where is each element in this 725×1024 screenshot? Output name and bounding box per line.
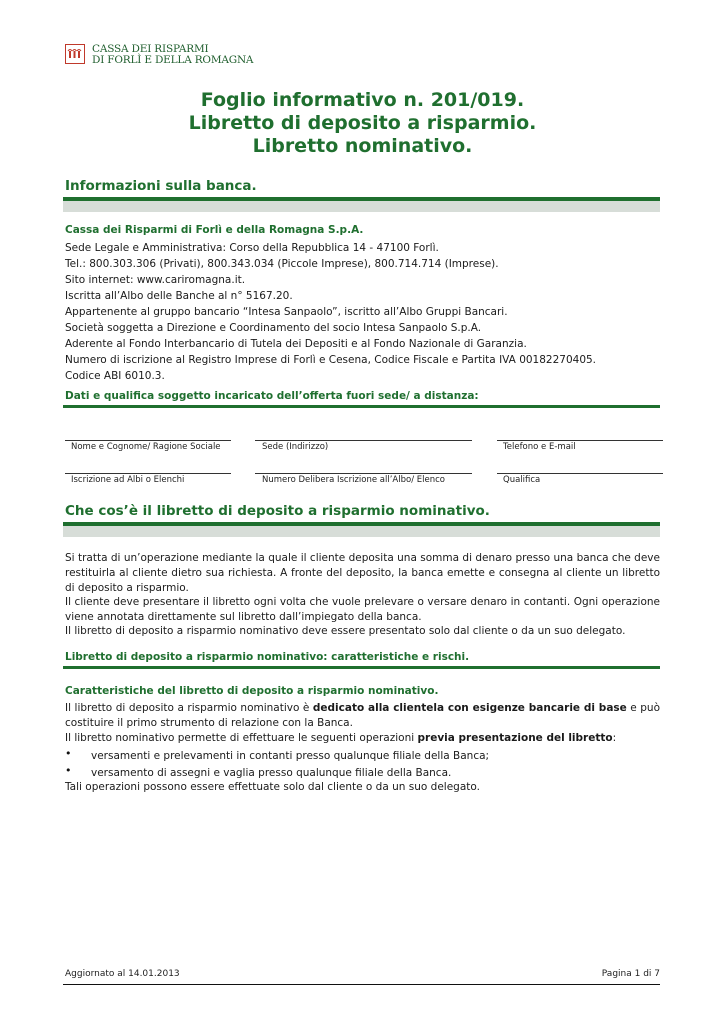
section-divider-band [63,526,660,537]
document-title-line1: Foglio informativo n. 201/019. [200,89,525,111]
paragraph: Si tratta di un’operazione mediante la quale il cliente deposita una somma di denaro presso una banca che deve restituirla al cliente dietro sua richiesta. A fronte del deposito, la banca emette e consegna al cliente un libretto di deposito a risparmio. [65,552,660,594]
bank-logo-icon [65,44,85,64]
qualification-field[interactable] [497,473,663,474]
name-field-label: Nome e Cognome/ Ragione Sociale [71,442,221,452]
document-title-line2: Libretto di deposito a risparmio. [188,112,537,134]
section-heading-bank-info: Informazioni sulla banca. [65,178,257,194]
paragraph [65,701,660,731]
phone-email-field-label: Telefono e E-mail [503,442,576,452]
list-item: versamento di assegni e vaglia presso qualunque filiale della Banca. [91,767,452,779]
subheading-features: Caratteristiche del libretto di deposito a risparmio nominativo. [65,685,439,697]
text-run-bold: dedicato alla clientela con esigenze bancarie di base [312,702,627,714]
list-item: versamenti e prelevamenti in contanti presso qualunque filiale della Banca; [91,750,490,762]
section-divider [63,666,660,669]
bank-info-line: Società soggetta a Direzione e Coordinamento del socio Intesa Sanpaolo S.p.A. [65,322,482,334]
text-run-bold: previa presentazione del libretto [417,732,613,744]
address-field[interactable] [255,440,472,441]
resolution-number-field[interactable] [255,473,472,474]
resolution-number-field-label: Numero Delibera Iscrizione all’Albo/ Elenco [262,475,445,485]
footer-updated: Aggiornato al 14.01.2013 [65,969,180,979]
bank-info-line: Numero di iscrizione al Registro Imprese di Forlì e Cesena, Codice Fiscale e Partita IVA 00182270405. [65,354,597,366]
bank-info-line: Codice ABI 6010.3. [65,370,165,382]
bank-info-line: Sito internet: www.cariromagna.it. [65,274,246,286]
document-title-line3: Libretto nominativo. [252,135,473,157]
paragraph [65,731,660,746]
footer-divider [63,984,660,985]
bullet-icon: • [65,747,72,760]
text-run: Il libretto nominativo permette di effettuare le seguenti operazioni [65,732,418,744]
bank-info-line: Iscritta all’Albo delle Banche al n° 5167.20. [65,290,293,302]
footer-page-number: Pagina 1 di 7 [601,969,660,979]
qualification-field-label: Qualifica [503,475,541,485]
logo-text-line2: DI FORLÌ E DELLA ROMAGNA [92,54,254,66]
registration-field[interactable] [65,473,231,474]
text-run: Il libretto di deposito a risparmio nominativo è [65,702,313,714]
bank-info-line: Tel.: 800.303.306 (Privati), 800.343.034 (Piccole Imprese), 800.714.714 (Imprese). [65,258,499,270]
section-heading-features: Libretto di deposito a risparmio nominativo: caratteristiche e rischi. [65,651,470,663]
section-heading-agent: Dati e qualifica soggetto incaricato dell’offerta fuori sede/ a distanza: [65,390,479,402]
phone-email-field[interactable] [497,440,663,441]
logo-text-line1: CASSA DEI RISPARMI [92,43,209,55]
bank-info-line: Aderente al Fondo Interbancario di Tutela dei Depositi e al Fondo Nazionale di Garanzia. [65,338,527,350]
section-divider [63,405,660,408]
section-divider-band [63,201,660,212]
bank-info-line: Appartenente al gruppo bancario “Intesa Sanpaolo”, iscritto all’Albo Gruppi Bancari. [65,306,508,318]
address-field-label: Sede (Indirizzo) [262,442,329,452]
name-field[interactable] [65,440,231,441]
registration-field-label: Iscrizione ad Albi o Elenchi [71,475,185,485]
paragraph: Il cliente deve presentare il libretto ogni volta che vuole prelevare o versare denaro in contanti. Ogni operazione viene annotata direttamente sul libretto dall’impiegato della banca. [65,596,660,623]
text-run: e può costituire il primo strumento di relazione con la Banca. [65,702,660,729]
paragraph: Tali operazioni possono essere effettuate solo dal cliente o da un suo delegato. [65,781,480,793]
bank-name: Cassa dei Risparmi di Forlì e della Romagna S.p.A. [65,224,364,236]
bank-info-line: Sede Legale e Amministrativa: Corso della Repubblica 14 - 47100 Forlì. [65,242,439,254]
section-heading-what-is: Che cos’è il libretto di deposito a risparmio nominativo. [65,503,490,519]
paragraph: Il libretto di deposito a risparmio nominativo deve essere presentato solo dal cliente o da un suo delegato. [65,625,626,637]
text-run: : [612,732,617,744]
bullet-icon: • [65,764,72,777]
